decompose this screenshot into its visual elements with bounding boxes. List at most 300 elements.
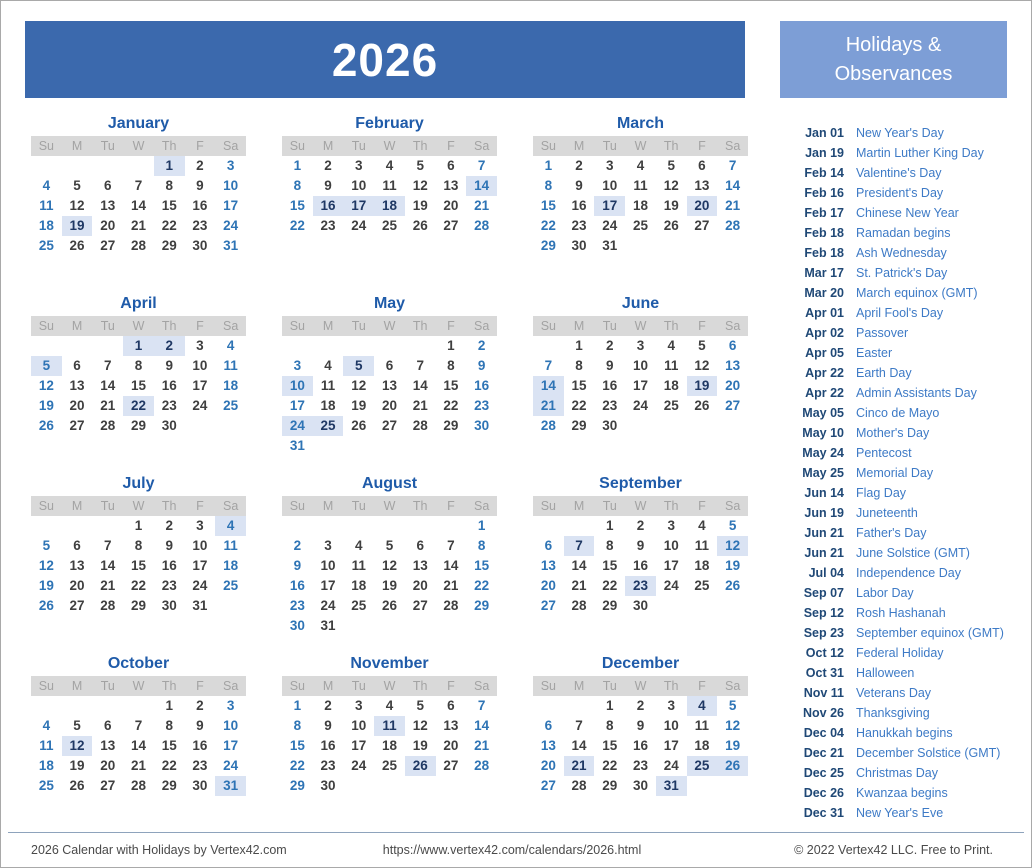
day-cell: 10 — [192, 358, 208, 373]
day-cell: 11 — [633, 178, 648, 193]
day-cell: 22 — [602, 578, 618, 593]
day-cell: 23 — [161, 578, 177, 593]
weekday-header-row — [31, 316, 246, 336]
day-cell: 22 — [571, 398, 587, 413]
day-cell: 18 — [632, 198, 648, 213]
day-cell: 23 — [192, 218, 208, 233]
day-cell: 27 — [443, 758, 459, 773]
day-cell: 24 — [223, 758, 239, 773]
empty-day-cell — [123, 696, 154, 716]
day-cell: 11 — [664, 358, 679, 373]
day-cell: 4 — [687, 696, 718, 716]
day-cell: 15 — [602, 558, 618, 573]
empty-day-cell — [282, 336, 313, 356]
holiday-row — [790, 803, 1025, 823]
day-cell: 25 — [632, 218, 648, 233]
day-cell: 14 — [725, 178, 741, 193]
day-cell: 16 — [632, 558, 648, 573]
day-cell: 12 — [69, 198, 85, 213]
holiday-date: Dec 04 — [803, 726, 844, 740]
holiday-date: May 24 — [802, 446, 844, 460]
holidays-banner-line1: Holidays & — [845, 33, 942, 56]
weekday-header: F — [698, 139, 706, 153]
holiday-row — [790, 183, 1025, 203]
weekday-header-row — [282, 676, 497, 696]
holiday-row — [790, 323, 1025, 343]
day-cell: 26 — [69, 238, 85, 253]
holiday-date: Dec 21 — [803, 746, 844, 760]
month-title: August — [361, 475, 418, 492]
day-cell: 6 — [447, 698, 455, 713]
weekday-header: Th — [412, 319, 428, 333]
month-title: July — [122, 475, 155, 492]
holidays-banner-line2: Observances — [834, 62, 953, 85]
day-cell: 28 — [412, 418, 428, 433]
day-cell: 8 — [606, 538, 614, 553]
day-cell: 12 — [694, 358, 710, 373]
holiday-name: New Year's Day — [856, 126, 944, 140]
weekday-header: Su — [540, 499, 556, 513]
holiday-date: Mar 20 — [804, 286, 844, 300]
weekday-header-row — [282, 316, 497, 336]
day-cell: 1 — [134, 518, 143, 533]
holiday-name: Juneteenth — [856, 506, 918, 520]
day-cell: 1 — [165, 698, 173, 713]
day-cell: 2 — [196, 158, 204, 173]
day-cell: 1 — [293, 158, 302, 173]
day-cell: 3 — [226, 698, 235, 713]
day-cell: 1 — [447, 338, 455, 353]
month-may — [282, 293, 497, 473]
holiday-row — [790, 243, 1025, 263]
holiday-date: Sep 07 — [803, 586, 844, 600]
day-cell: 12 — [412, 718, 428, 733]
day-cell: 26 — [69, 778, 85, 793]
days-grid — [533, 156, 748, 256]
day-cell: 21 — [474, 738, 490, 753]
holiday-date: Oct 12 — [805, 646, 844, 660]
holiday-date: Feb 17 — [804, 206, 844, 220]
holiday-date: Dec 25 — [803, 766, 844, 780]
day-cell: 9 — [165, 358, 173, 373]
day-cell: 24 — [282, 416, 313, 436]
day-cell: 8 — [165, 718, 173, 733]
day-cell: 17 — [632, 378, 648, 393]
empty-day-cell — [313, 516, 344, 536]
empty-day-cell — [282, 516, 313, 536]
weekday-header: Tu — [351, 679, 366, 693]
month-august — [282, 473, 497, 653]
day-cell: 13 — [69, 558, 85, 573]
day-cell: 13 — [100, 738, 116, 753]
month-title: March — [616, 115, 665, 132]
day-cell: 31 — [602, 238, 618, 253]
empty-day-cell — [313, 336, 344, 356]
day-cell: 16 — [320, 738, 336, 753]
day-cell: 10 — [223, 178, 239, 193]
day-cell: 3 — [324, 538, 332, 553]
day-cell: 9 — [196, 718, 204, 733]
day-cell: 8 — [134, 538, 143, 553]
day-cell: 16 — [632, 738, 648, 753]
day-cell: 9 — [196, 178, 204, 193]
day-cell: 7 — [134, 178, 143, 193]
holiday-name: President's Day — [856, 186, 944, 200]
weekday-header: Th — [663, 499, 679, 513]
day-cell: 23 — [571, 218, 587, 233]
month-july — [31, 473, 246, 653]
day-cell: 19 — [687, 376, 718, 396]
day-cell: 20 — [540, 758, 556, 773]
day-cell: 29 — [161, 238, 177, 253]
day-cell: 4 — [698, 518, 706, 533]
day-cell: 16 — [289, 578, 305, 593]
weekday-header: Th — [161, 319, 177, 333]
day-cell: 26 — [381, 598, 397, 613]
day-cell: 4 — [42, 178, 51, 193]
day-cell: 24 — [351, 218, 367, 233]
weekday-header-row — [282, 136, 497, 156]
day-cell: 21 — [100, 578, 116, 593]
day-cell: 26 — [38, 598, 54, 613]
day-cell: 20 — [381, 398, 397, 413]
weekday-header-row — [31, 676, 246, 696]
month-april — [31, 293, 246, 473]
weekday-header: Sa — [222, 499, 239, 513]
empty-day-cell — [62, 336, 93, 356]
day-cell: 10 — [351, 178, 367, 193]
empty-day-cell — [31, 156, 62, 176]
day-cell: 6 — [385, 358, 394, 373]
day-cell: 16 — [192, 738, 208, 753]
day-cell: 13 — [540, 558, 556, 573]
holiday-name: Pentecost — [856, 446, 912, 460]
holiday-name: Ramadan begins — [856, 226, 951, 240]
day-cell: 1 — [606, 698, 614, 713]
day-cell: 12 — [725, 718, 741, 733]
day-cell: 7 — [564, 536, 595, 556]
day-cell: 3 — [667, 518, 675, 533]
day-cell: 19 — [62, 216, 93, 236]
holiday-name: Easter — [856, 346, 893, 360]
day-cell: 9 — [636, 538, 645, 553]
day-cell: 21 — [100, 398, 116, 413]
day-cell: 13 — [381, 378, 397, 393]
weekday-header: Su — [289, 499, 305, 513]
day-cell: 4 — [385, 158, 394, 173]
day-cell: 5 — [73, 718, 81, 733]
day-cell: 15 — [474, 558, 490, 573]
holiday-row — [790, 783, 1025, 803]
day-cell: 10 — [602, 178, 618, 193]
day-cell: 28 — [130, 238, 146, 253]
day-cell: 22 — [540, 218, 556, 233]
day-cell: 21 — [130, 218, 146, 233]
day-cell: 5 — [728, 518, 737, 533]
weekday-header: Tu — [351, 319, 366, 333]
day-cell: 31 — [223, 238, 239, 253]
day-cell: 15 — [443, 378, 459, 393]
month-title: December — [601, 655, 680, 672]
holiday-name: Valentine's Day — [856, 166, 942, 180]
day-cell: 8 — [575, 358, 583, 373]
day-cell: 27 — [100, 238, 116, 253]
day-cell: 2 — [477, 338, 486, 353]
holiday-name: Memorial Day — [856, 466, 934, 480]
day-cell: 14 — [571, 738, 587, 753]
day-cell: 23 — [289, 598, 305, 613]
day-cell: 20 — [69, 578, 85, 593]
day-cell: 22 — [161, 218, 177, 233]
day-cell: 23 — [320, 758, 336, 773]
day-cell: 29 — [443, 418, 459, 433]
day-cell: 27 — [725, 398, 741, 413]
day-cell: 23 — [320, 218, 336, 233]
holiday-name: St. Patrick's Day — [856, 266, 948, 280]
day-cell: 18 — [351, 578, 367, 593]
day-cell: 7 — [134, 718, 143, 733]
weekday-header: W — [383, 499, 396, 513]
day-cell: 10 — [282, 376, 313, 396]
day-cell: 6 — [698, 158, 706, 173]
holiday-row — [790, 583, 1025, 603]
day-cell: 12 — [38, 558, 54, 573]
day-cell: 19 — [69, 758, 85, 773]
day-cell: 25 — [381, 758, 397, 773]
holiday-name: December Solstice (GMT) — [856, 746, 1001, 760]
empty-day-cell — [62, 696, 93, 716]
holiday-date: Oct 31 — [805, 666, 844, 680]
day-cell: 14 — [533, 376, 564, 396]
day-cell: 13 — [443, 718, 459, 733]
holiday-name: Father's Day — [856, 526, 927, 540]
day-cell: 5 — [698, 338, 706, 353]
day-cell: 7 — [728, 158, 737, 173]
empty-day-cell — [123, 156, 154, 176]
month-title: November — [350, 655, 429, 672]
day-cell: 10 — [632, 358, 648, 373]
holiday-name: Rosh Hashanah — [856, 606, 946, 620]
weekday-header: W — [132, 139, 145, 153]
weekday-header: M — [573, 319, 585, 333]
day-cell: 25 — [313, 416, 344, 436]
day-cell: 2 — [636, 698, 645, 713]
day-cell: 10 — [663, 538, 679, 553]
day-cell: 6 — [104, 178, 112, 193]
day-cell: 5 — [416, 158, 424, 173]
weekday-header: M — [322, 139, 334, 153]
weekday-header-row — [533, 316, 748, 336]
day-cell: 20 — [100, 758, 116, 773]
day-cell: 19 — [412, 738, 428, 753]
day-cell: 25 — [351, 598, 367, 613]
day-cell: 31 — [289, 438, 305, 453]
day-cell: 6 — [104, 718, 112, 733]
day-cell: 11 — [223, 358, 238, 373]
day-cell: 24 — [320, 598, 336, 613]
holiday-name: September equinox (GMT) — [856, 626, 1004, 640]
holiday-name: Cinco de Mayo — [856, 406, 940, 420]
day-cell: 6 — [73, 538, 81, 553]
day-cell: 5 — [416, 698, 424, 713]
weekday-header-row — [533, 676, 748, 696]
holiday-date: Apr 22 — [805, 366, 844, 380]
weekday-header: M — [322, 499, 334, 513]
day-cell: 17 — [192, 378, 208, 393]
holiday-name: March equinox (GMT) — [856, 286, 978, 300]
day-cell: 23 — [632, 758, 648, 773]
day-cell: 11 — [351, 558, 366, 573]
day-cell: 27 — [412, 598, 428, 613]
weekday-header: Th — [663, 679, 679, 693]
weekday-header: Th — [412, 679, 428, 693]
day-cell: 18 — [38, 218, 54, 233]
day-cell: 11 — [382, 178, 397, 193]
holiday-row — [790, 403, 1025, 423]
day-cell: 13 — [443, 178, 459, 193]
day-cell: 14 — [130, 198, 146, 213]
day-cell: 18 — [694, 558, 710, 573]
weekday-header: Th — [161, 679, 177, 693]
day-cell: 31 — [656, 776, 687, 796]
day-cell: 8 — [165, 178, 173, 193]
day-cell: 21 — [443, 578, 459, 593]
day-cell: 1 — [154, 156, 185, 176]
weekday-header: Sa — [473, 139, 490, 153]
day-cell: 22 — [123, 396, 154, 416]
weekday-header: Su — [540, 679, 556, 693]
day-cell: 3 — [355, 698, 363, 713]
weekday-header: Th — [412, 499, 428, 513]
holiday-name: Federal Holiday — [856, 646, 944, 660]
holiday-date: Apr 01 — [805, 306, 844, 320]
holiday-date: Feb 18 — [804, 226, 844, 240]
month-october — [31, 653, 246, 833]
day-cell: 26 — [405, 756, 436, 776]
day-cell: 3 — [196, 338, 204, 353]
days-grid — [31, 336, 246, 436]
holiday-row — [790, 463, 1025, 483]
footer-divider — [8, 832, 1024, 833]
day-cell: 17 — [594, 196, 625, 216]
holiday-name: Chinese New Year — [856, 206, 959, 220]
weekday-header: W — [634, 319, 647, 333]
holiday-date: Jul 04 — [808, 566, 844, 580]
day-cell: 6 — [544, 718, 553, 733]
day-cell: 5 — [728, 698, 737, 713]
day-cell: 12 — [381, 558, 397, 573]
weekday-header: W — [383, 679, 396, 693]
weekday-header: F — [698, 679, 706, 693]
day-cell: 11 — [320, 378, 336, 393]
holiday-row — [790, 283, 1025, 303]
day-cell: 12 — [412, 178, 428, 193]
day-cell: 11 — [39, 198, 54, 213]
day-cell: 7 — [477, 698, 486, 713]
holiday-row — [790, 543, 1025, 563]
empty-day-cell — [405, 516, 436, 536]
weekday-header: F — [447, 139, 455, 153]
empty-day-cell — [31, 516, 62, 536]
weekday-header: Sa — [724, 319, 741, 333]
weekday-header: F — [698, 319, 706, 333]
holiday-row — [790, 483, 1025, 503]
day-cell: 12 — [351, 378, 367, 393]
day-cell: 25 — [694, 578, 710, 593]
holiday-date: Apr 05 — [805, 346, 844, 360]
weekday-header: F — [447, 319, 455, 333]
holiday-row — [790, 423, 1025, 443]
day-cell: 24 — [602, 218, 618, 233]
weekday-header: Su — [289, 139, 305, 153]
day-cell: 16 — [161, 558, 177, 573]
holiday-name: Christmas Day — [856, 766, 938, 780]
day-cell: 17 — [663, 558, 679, 573]
holiday-row — [790, 523, 1025, 543]
weekday-header: Su — [540, 319, 556, 333]
weekday-header: Tu — [602, 139, 617, 153]
month-title: June — [621, 295, 660, 312]
day-cell: 11 — [223, 538, 238, 553]
empty-day-cell — [533, 516, 564, 536]
day-cell: 13 — [412, 558, 428, 573]
day-cell: 10 — [351, 718, 367, 733]
holiday-date: May 10 — [802, 426, 844, 440]
day-cell: 2 — [154, 336, 185, 356]
day-cell: 18 — [38, 758, 54, 773]
day-cell: 28 — [474, 758, 490, 773]
day-cell: 6 — [544, 538, 553, 553]
empty-day-cell — [92, 336, 123, 356]
weekday-header: Sa — [724, 679, 741, 693]
day-cell: 6 — [728, 338, 737, 353]
day-cell: 5 — [343, 356, 374, 376]
day-cell: 2 — [636, 518, 645, 533]
day-cell: 29 — [130, 418, 146, 433]
holiday-date: Jun 19 — [804, 506, 844, 520]
months-grid — [31, 113, 748, 833]
day-cell: 5 — [31, 356, 62, 376]
day-cell: 14 — [130, 738, 146, 753]
day-cell: 19 — [725, 558, 741, 573]
empty-day-cell — [533, 696, 564, 716]
day-cell: 5 — [73, 178, 81, 193]
empty-day-cell — [564, 516, 595, 536]
day-cell: 4 — [355, 538, 363, 553]
holiday-row — [790, 743, 1025, 763]
day-cell: 24 — [192, 398, 208, 413]
day-cell: 22 — [161, 758, 177, 773]
footer-credit: 2026 Calendar with Holidays by Vertex42.com — [31, 843, 287, 857]
weekday-header: M — [71, 319, 83, 333]
day-cell: 30 — [602, 418, 618, 433]
weekday-header: Su — [289, 319, 305, 333]
day-cell: 6 — [73, 358, 81, 373]
day-cell: 26 — [725, 578, 741, 593]
day-cell: 20 — [540, 578, 556, 593]
weekday-header: Su — [289, 679, 305, 693]
weekday-header: Su — [38, 319, 54, 333]
day-cell: 24 — [223, 218, 239, 233]
holidays-banner — [780, 21, 1007, 98]
day-cell: 15 — [602, 738, 618, 753]
holiday-date: May 25 — [802, 466, 844, 480]
day-cell: 24 — [663, 758, 679, 773]
day-cell: 27 — [381, 418, 397, 433]
weekday-header: Su — [38, 499, 54, 513]
day-cell: 8 — [544, 178, 553, 193]
weekday-header-row — [31, 136, 246, 156]
